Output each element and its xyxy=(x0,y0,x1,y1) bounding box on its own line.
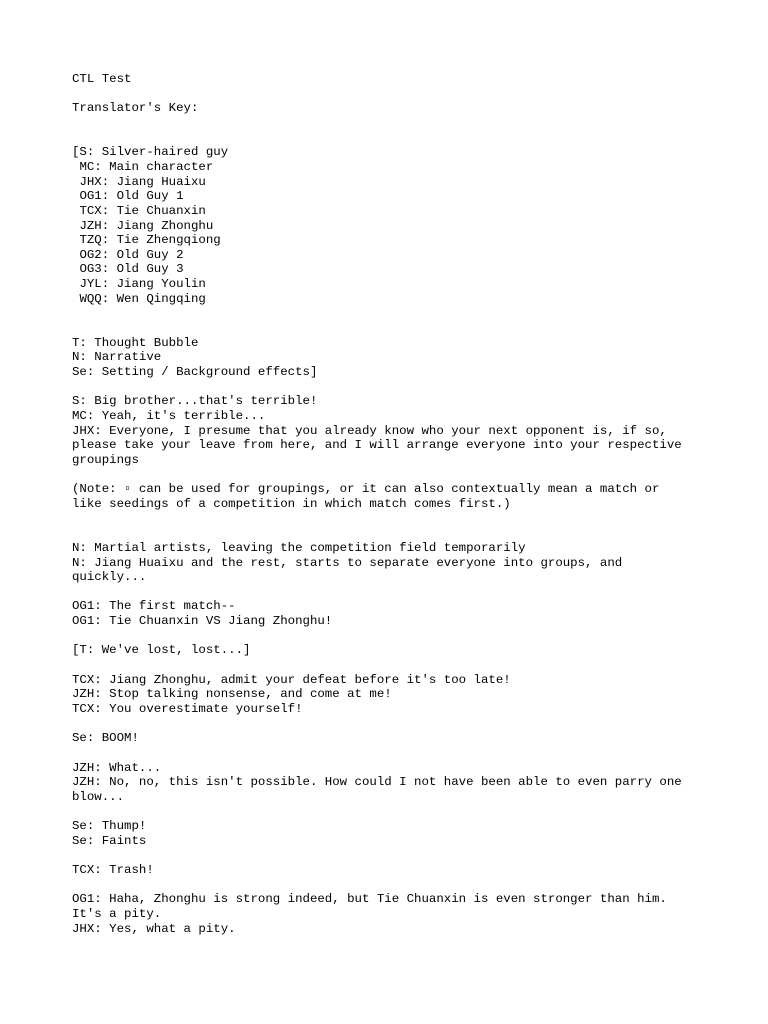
document-line xyxy=(72,805,712,820)
document-line xyxy=(72,512,712,527)
document-line: OG2: Old Guy 2 xyxy=(72,247,184,262)
document-line xyxy=(72,306,712,321)
document-line: JYL: Jiang Youlin xyxy=(72,277,206,292)
document-line: It's a pity. xyxy=(72,907,162,922)
document-line xyxy=(72,629,712,644)
document-line: JZH: Stop talking nonsense, and come at me! xyxy=(72,687,392,702)
document-line: S: Big brother...that's terrible! xyxy=(72,394,318,409)
document-line: Se: Faints xyxy=(72,833,147,848)
document-line: JHX: Everyone, I presume that you already know who your next opponent is, if so, xyxy=(72,423,667,438)
document-line: OG1: The first match-- xyxy=(72,599,236,614)
document-line: JZH: Jiang Zhonghu xyxy=(72,218,214,233)
document-line: N: Martial artists, leaving the competition field temporarily xyxy=(72,540,526,555)
document-line: JHX: Jiang Huaixu xyxy=(72,174,206,189)
document-line: Translator's Key: xyxy=(72,101,199,116)
document-line: blow... xyxy=(72,789,125,804)
document-line: TCX: Jiang Zhonghu, admit your defeat before it's too late! xyxy=(72,672,511,687)
document-line xyxy=(72,131,712,146)
document-line: JHX: Yes, what a pity. xyxy=(72,921,236,936)
document-line: like seedings of a competition in which match comes first.) xyxy=(72,496,511,511)
document-line: OG3: Old Guy 3 xyxy=(72,262,184,277)
document-line: OG1: Old Guy 1 xyxy=(72,189,184,204)
document-line: Se: Setting / Background effects] xyxy=(72,365,318,380)
document-line: OG1: Tie Chuanxin VS Jiang Zhonghu! xyxy=(72,614,333,629)
document-line xyxy=(72,116,712,131)
document-line: CTL Test xyxy=(72,72,132,86)
document-line: [S: Silver-haired guy xyxy=(72,145,229,160)
document-line: quickly... xyxy=(72,570,147,585)
document-line: groupings xyxy=(72,452,139,467)
document-line xyxy=(72,878,712,893)
document-line xyxy=(72,87,712,102)
document-line: T: Thought Bubble xyxy=(72,335,199,350)
document-line: OG1: Haha, Zhonghu is strong indeed, but Tie Chuanxin is even stronger than him. xyxy=(72,892,667,907)
document-line xyxy=(72,717,712,732)
document-line xyxy=(72,746,712,761)
document-line: TZQ: Tie Zhengqiong xyxy=(72,233,221,248)
document-line xyxy=(72,658,712,673)
document-line: WQQ: Wen Qingqing xyxy=(72,291,206,306)
document-line: please take your leave from here, and I will arrange everyone into your respective xyxy=(72,438,682,453)
document-line: TCX: Tie Chuanxin xyxy=(72,203,206,218)
document-line xyxy=(72,849,712,864)
document-line: JZH: No, no, this isn't possible. How could I not have been able to even parry one xyxy=(72,775,682,790)
document-line: Se: BOOM! xyxy=(72,731,139,746)
document-line: TCX: Trash! xyxy=(72,863,154,878)
document-line: N: Narrative xyxy=(72,350,162,365)
document-line: MC: Main character xyxy=(72,159,214,174)
document-line: (Note: ▫ can be used for groupings, or it can also contextually mean a match or xyxy=(72,482,660,497)
document-line: JZH: What... xyxy=(72,760,162,775)
document-line xyxy=(72,321,712,336)
document-line: Se: Thump! xyxy=(72,819,147,834)
document-line xyxy=(72,585,712,600)
document-line: MC: Yeah, it's terrible... xyxy=(72,409,266,423)
document-line: TCX: You overestimate yourself! xyxy=(72,702,303,717)
document-page xyxy=(72,72,712,936)
document-line xyxy=(72,380,712,395)
document-line xyxy=(72,526,712,541)
document-line: N: Jiang Huaixu and the rest, starts to separate everyone into groups, and xyxy=(72,555,623,570)
document-line xyxy=(72,468,712,483)
document-line: [T: We've lost, lost...] xyxy=(72,643,251,658)
